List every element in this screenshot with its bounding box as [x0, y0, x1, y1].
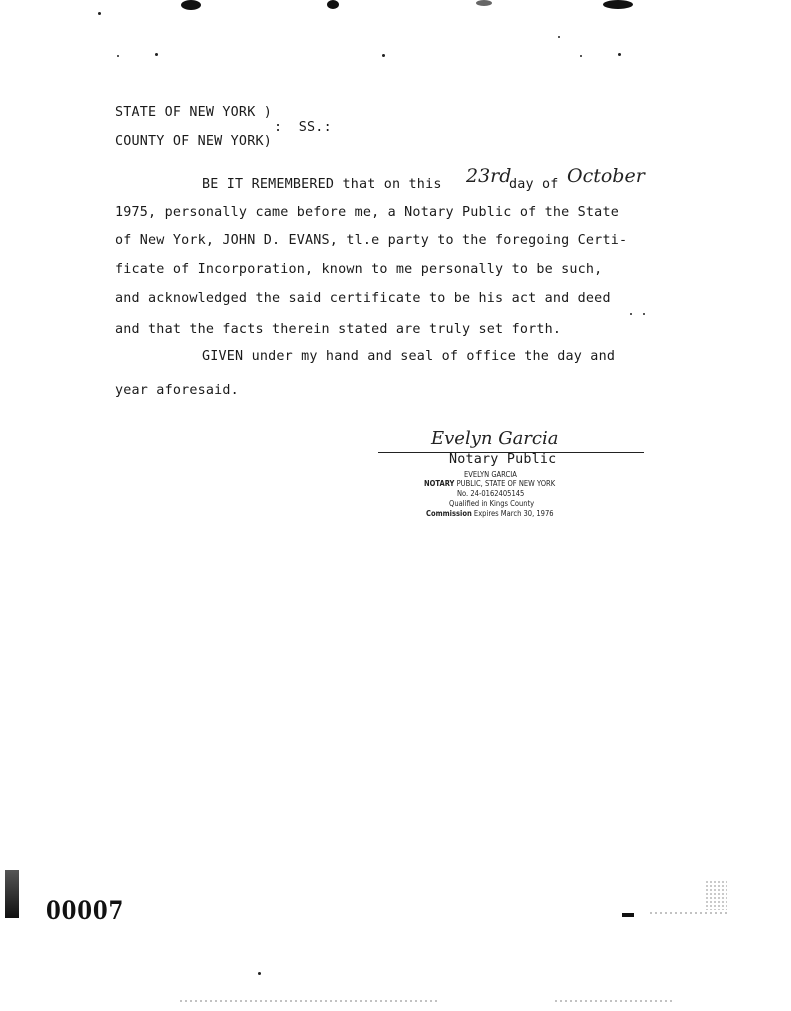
- scan-speck: [630, 313, 632, 315]
- scan-dash-mark: [622, 913, 634, 917]
- scan-speck: [155, 53, 158, 56]
- body-line-4: ficate of Incorporation, known to me personally to be such,: [115, 262, 603, 277]
- handwritten-month: October: [567, 165, 645, 187]
- body-line-7: GIVEN under my hand and seal of office the day and: [202, 349, 616, 364]
- body-line-3: of New York, JOHN D. EVANS, tl.e party to the foregoing Certi-: [115, 233, 628, 248]
- venue-county: COUNTY OF NEW YORK): [115, 134, 272, 149]
- stamp-commission: [426, 509, 554, 519]
- scan-speck: [643, 313, 645, 315]
- scan-noise: [555, 1000, 675, 1002]
- notary-signature: Evelyn Garcia: [431, 428, 559, 449]
- scan-noise: [705, 880, 727, 910]
- body-line-2: 1975, personally came before me, a Notary Public of the State: [115, 205, 619, 220]
- scan-noise: [180, 1000, 440, 1002]
- stamp-qualified: Qualified in Kings County: [449, 499, 535, 508]
- stamp-line-1-bold: NOTARY: [424, 479, 455, 488]
- stamp-commission-rest: Expires March 30, 1976: [473, 509, 554, 518]
- scan-blot: [476, 0, 492, 6]
- scan-blot: [181, 0, 201, 10]
- scan-speck: [258, 972, 261, 975]
- scan-blot: [327, 0, 339, 9]
- stamp-name: EVELYN GARCIA: [464, 470, 517, 479]
- scan-edge-mark: [5, 870, 19, 918]
- page-number: 00007: [46, 896, 125, 925]
- scan-speck: [98, 12, 101, 15]
- scan-speck: [618, 53, 621, 56]
- body-line-6: and that the facts therein stated are truly set forth.: [115, 322, 562, 337]
- body-line-1-start: BE IT REMEMBERED that on this: [202, 177, 442, 192]
- scan-speck: [117, 55, 119, 57]
- scan-noise: [650, 912, 728, 914]
- handwritten-day: 23rd: [466, 165, 512, 187]
- venue-ss: : SS.:: [274, 120, 332, 135]
- scan-speck: [580, 55, 582, 57]
- scan-speck: [382, 54, 385, 57]
- stamp-line-1-rest: PUBLIC, STATE OF NEW YORK: [456, 479, 556, 488]
- scan-speck: [558, 36, 560, 38]
- stamp-commission-bold: Commission: [426, 509, 472, 518]
- body-line-1-middle: day of: [509, 177, 559, 192]
- stamp-line-1: [424, 479, 555, 489]
- notary-title: Notary Public: [449, 452, 557, 467]
- body-line-5: and acknowledged the said certificate to be his act and deed: [115, 291, 611, 306]
- body-line-8: year aforesaid.: [115, 383, 239, 398]
- scan-blot: [603, 0, 633, 9]
- venue-state: STATE OF NEW YORK ): [115, 105, 272, 120]
- stamp-number: No. 24-0162405145: [457, 489, 525, 498]
